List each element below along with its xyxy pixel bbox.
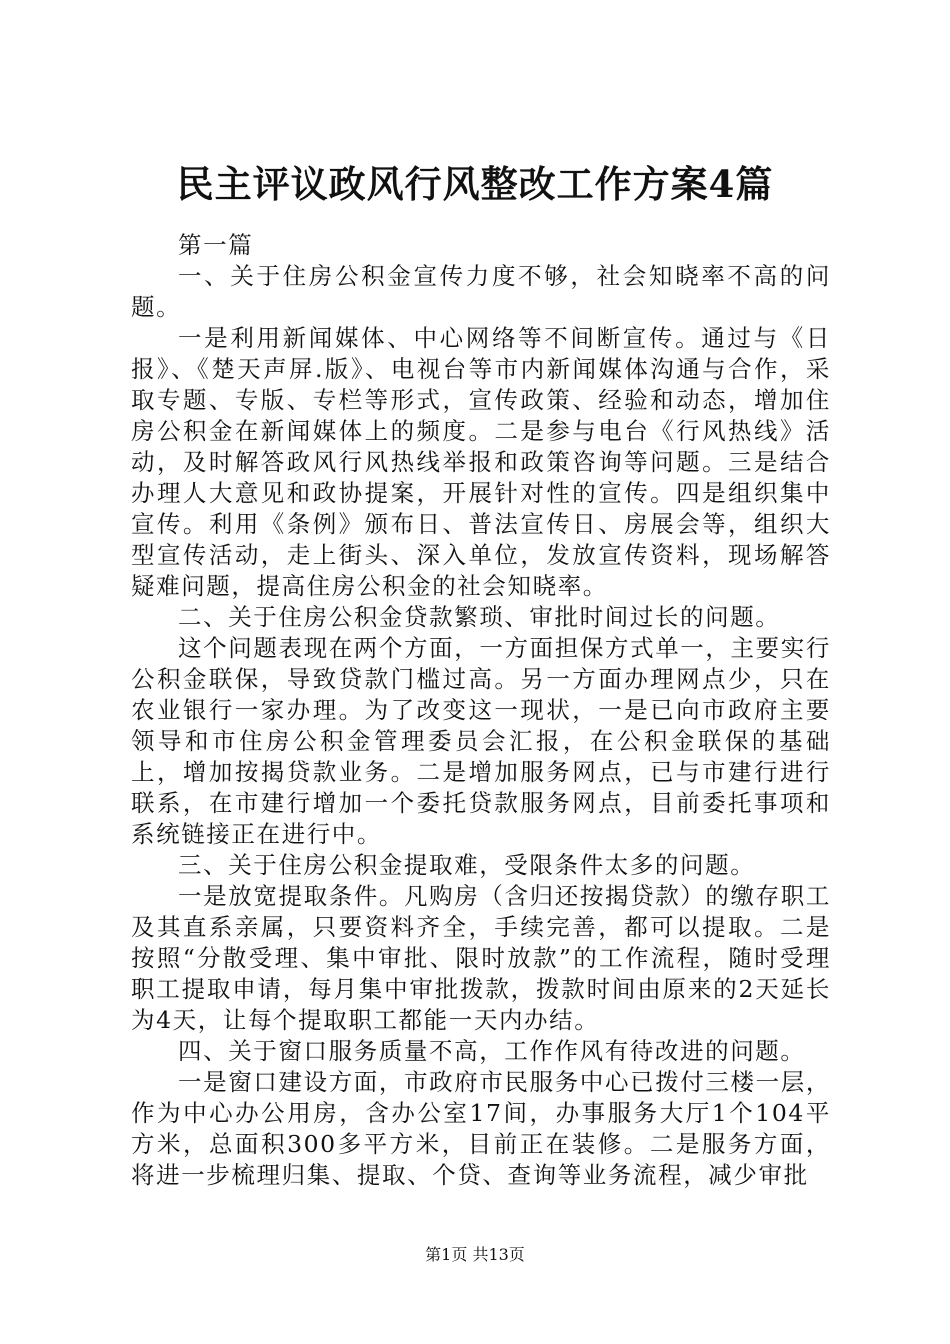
paragraph: 这个问题表现在两个方面，一方面担保方式单一，主要实行公积金联保，导致贷款门槛过高。另一方面办理网点少，只在农业银行一家办理。为了改变这一现状，一是已向市政府主要领导和市住房公积金管理委员会汇报，在公积金联保的基础上，增加按揭贷款业务。二是增加服务网点，已与市建行进行联系，在市建行增加一个委托贷款服务网点，目前委托事项和系统链接正在进行中。 bbox=[131, 634, 831, 848]
paragraph: 二、关于住房公积金贷款繁琐、审批时间过长的问题。 bbox=[178, 603, 781, 631]
paragraph: 三、关于住房公积金提取难，受限条件太多的问题。 bbox=[178, 851, 756, 879]
paragraph: 四、关于窗口服务质量不高，工作作风有待改进的问题。 bbox=[178, 1037, 806, 1065]
paragraph: 一是利用新闻媒体、中心网络等不间断宣传。通过与《日报》、《楚天声屏.版》、电视台等市内新闻媒体沟通与合作，采取专题、专版、专栏等形式，宣传政策、经验和动态，增加住房公积金在新闻媒体上的频度。二是参与电台《行风热线》活动，及时解答政风行风热线举报和政策咨询等问题。三是结合办理人大意见和政协提案，开展针对性的宣传。四是组织集中宣传。利用《条例》颁布日、普法宣传日、房展会等，组织大型宣传活动，走上街头、深入单位，发放宣传资料，现场解答疑难问题，提高住房公积金的社会知晓率。 bbox=[131, 324, 831, 600]
section-heading: 第一篇 bbox=[178, 231, 254, 259]
page-footer: 第1页 共13页 bbox=[425, 1245, 525, 1264]
document-title: 民主评议政风行风整改工作方案4篇 bbox=[176, 162, 774, 206]
paragraph: 一是窗口建设方面，市政府市民服务中心已拨付三楼一层，作为中心办公用房，含办公室17间，办事服务大厅1个104平方米，总面积300多平方米，目前正在装修。二是服务方面，将进一步梳理归集、提取、个贷、查询等业务流程，减少审批 bbox=[131, 1068, 831, 1189]
document-body bbox=[131, 230, 831, 1191]
paragraph: 一、关于住房公积金宣传力度不够，社会知晓率不高的问题。 bbox=[131, 262, 831, 321]
paragraph: 一是放宽提取条件。凡购房（含归还按揭贷款）的缴存职工及其直系亲属，只要资料齐全，手续完善，都可以提取。二是按照“分散受理、集中审批、限时放款”的工作流程，随时受理职工提取申请，每月集中审批拨款，拨款时间由原来的2天延长为4天，让每个提取职工都能一天内办结。 bbox=[131, 882, 831, 1034]
